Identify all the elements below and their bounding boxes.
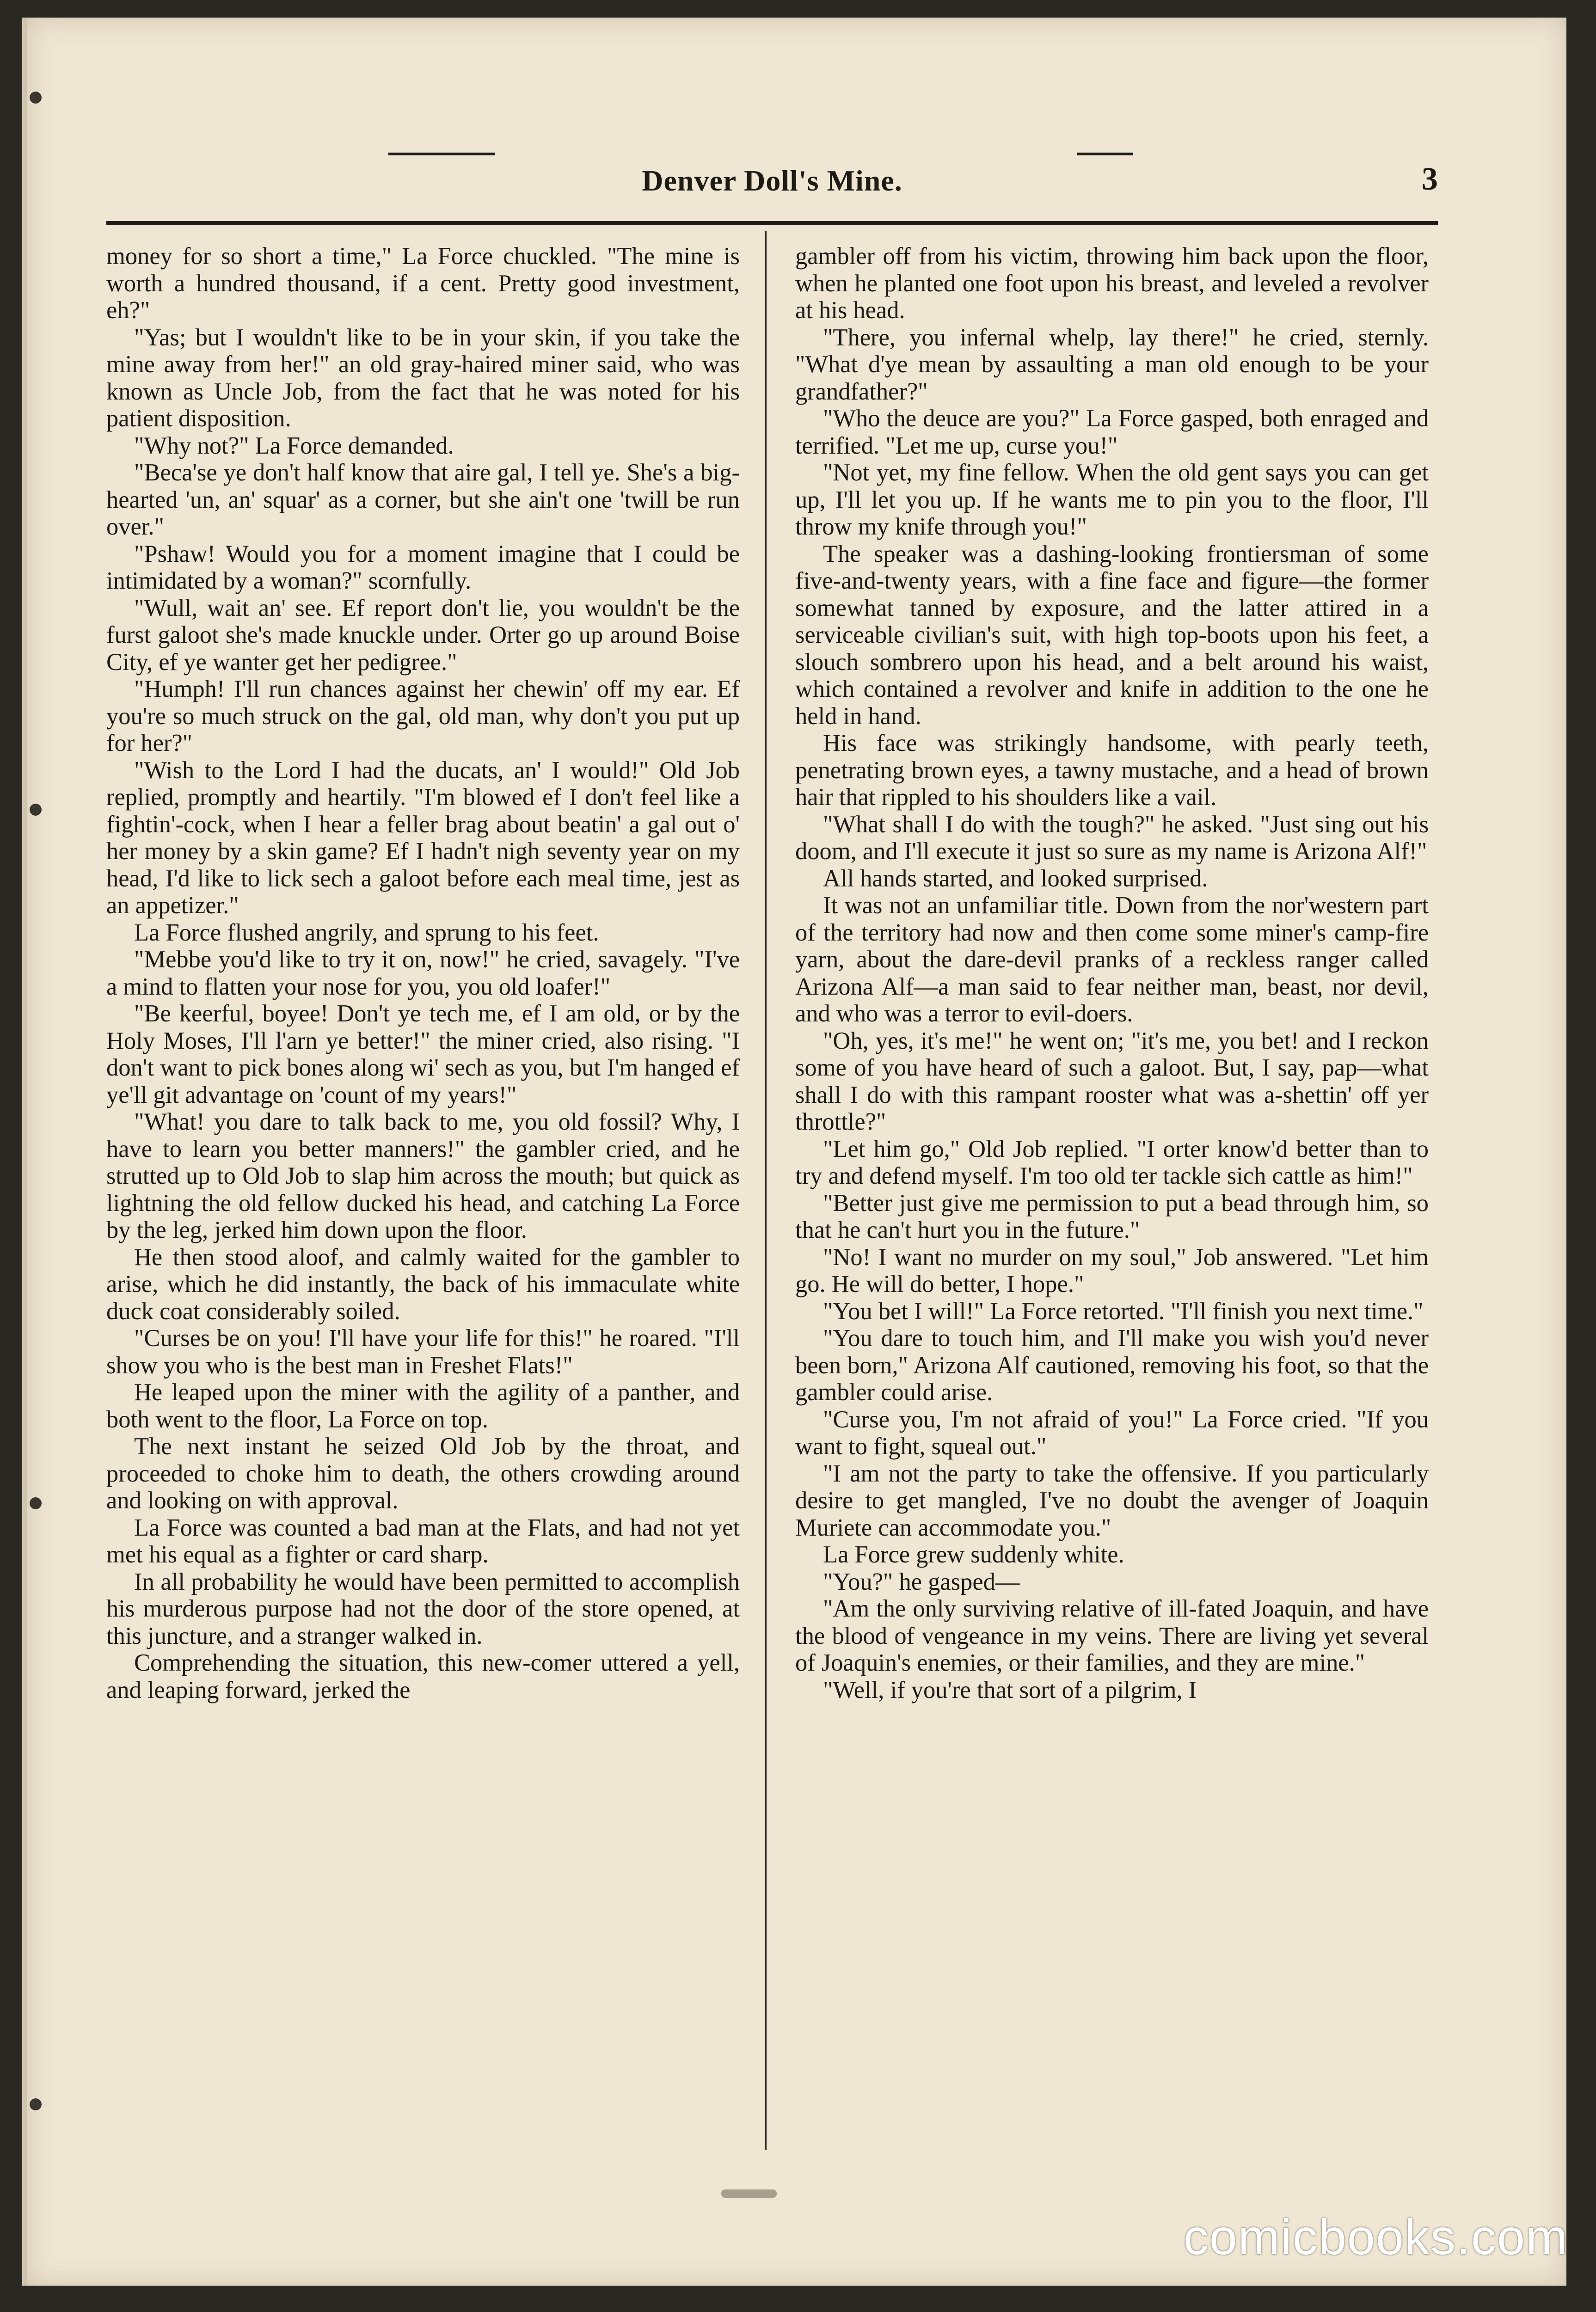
paragraph: In all probability he would have been permitted to accomplish his murderous purpose had not the door of the store opened, at this juncture, and a stranger walked in. (106, 1568, 740, 1649)
paragraph: "Curse you, I'm not afraid of you!" La Force cried. "If you want to fight, squeal out." (795, 1406, 1429, 1460)
paragraph: "What shall I do with the tough?" he asked. "Just sing out his doom, and I'll execute it just so sure as my name is Arizona Alf!" (795, 811, 1429, 865)
header-rule (106, 221, 1438, 225)
paragraph: "Beca'se ye don't half know that aire gal, I tell ye. She's a big-hearted 'un, an' squar' as a corner, but she ain't one 'twill be run over." (106, 459, 740, 540)
paragraph: money for so short a time," La Force chuckled. "The mine is worth a hundred thousand, if a cent. Pretty good investment, eh?" (106, 243, 740, 324)
paragraph: He then stood aloof, and calmly waited for the gambler to arise, which he did instantly, the back of his immaculate white duck coat considerably soiled. (106, 1243, 740, 1325)
paragraph: gambler off from his victim, throwing him back upon the floor, when he planted one foot upon his breast, and leveled a revolver at his head. (795, 243, 1429, 324)
paragraph: "Oh, yes, it's me!" he went on; "it's me, you bet! and I reckon some of you have heard of such a galoot. But, I say, pap—what shall I do with this rampant rooster what was a-shettin' off yer throttle?" (795, 1027, 1429, 1135)
paragraph: It was not an unfamiliar title. Down from the nor'western part of the territory had now and then come some miner's camp-fire yarn, about the dare-devil pranks of a reckless ranger called Arizona Alf—a man said to fear neither man, beast, nor devil, and who was a terror to evil-doers. (795, 892, 1429, 1027)
paragraph: All hands started, and looked surprised. (823, 865, 1208, 892)
paragraph: "Yas; but I wouldn't like to be in your skin, if you take the mine away from her!" an old gray-haired miner said, who was known as Uncle Job, from the fact that he was noted for his patient disposition. (106, 324, 740, 432)
paragraph: "Mebbe you'd like to try it on, now!" he cried, savagely. "I've a mind to flatten your nose for you, you old loafer!" (106, 946, 740, 1000)
paragraph: "You bet I will!" La Force retorted. "I'll finish you next time." (823, 1297, 1424, 1325)
paragraph: La Force flushed angrily, and sprung to his feet. (134, 919, 599, 946)
paragraph: "Wull, wait an' see. Ef report don't lie, you wouldn't be the furst galoot she's made knuckle under. Orter go up around Boise City, ef ye wanter get her pedigree." (106, 594, 740, 676)
paragraph: His face was strikingly handsome, with pearly teeth, penetrating brown eyes, a tawny mustache, and a head of brown hair that rippled to his shoulders like a vail. (795, 730, 1429, 811)
paragraph: The speaker was a dashing-looking frontiersman of some five-and-twenty years, with a fine face and figure—the former somewhat tanned by exposure, and the latter attired in a serviceable civilian's suit, with high top-boots upon his feet, a slouch sombrero upon his head, and a belt around his waist, which contained a revolver and knife in addition to the one he held in hand. (795, 540, 1429, 730)
paragraph: He leaped upon the miner with the agility of a panther, and both went to the floor, La Force on top. (106, 1379, 740, 1433)
paragraph: "What! you dare to talk back to me, you old fossil? Why, I have to learn you better manners!" the gambler cried, and he strutted up to Old Job to slap him across the mouth; but quick as lightning the old fellow ducked his head, and catching La Force by the leg, jerked him down upon the floor. (106, 1108, 740, 1243)
paragraph: "Wish to the Lord I had the ducats, an' I would!" Old Job replied, promptly and heartily. "I'm blowed ef I don't feel like a fightin'-cock, when I hear a feller brag about beatin' a gal out o' her money by a skin game? Ef I hadn't nigh seventy year on my head, I'd like to lick sech a galoot before each meal time, jest as an appetizer." (106, 756, 740, 919)
paragraph: "Not yet, my fine fellow. When the old gent says you can get up, I'll let you up. If he wants me to pin you to the floor, I'll throw my knife through you!" (795, 459, 1429, 540)
paragraph: "Curses be on you! I'll have your life for this!" he roared. "I'll show you who is the best man in Freshet Flats!" (106, 1325, 740, 1379)
paragraph: "Better just give me permission to put a bead through him, so that he can't hurt you in the future." (795, 1189, 1429, 1243)
running-title: Denver Doll's Mine. (642, 164, 902, 197)
page-number: 3 (1422, 161, 1438, 197)
header-ornament-left (388, 153, 495, 155)
paragraph: Comprehending the situation, this new-comer uttered a yell, and leaping forward, jerked the (106, 1649, 740, 1703)
paragraph: "Let him go," Old Job replied. "I orter know'd better than to try and defend myself. I'm too old ter tackle sich cattle as him!" (795, 1135, 1429, 1189)
paragraph: La Force was counted a bad man at the Flats, and had not yet met his equal as a fighter or card sharp. (106, 1514, 740, 1568)
binding-hole (30, 92, 42, 104)
paragraph: La Force grew suddenly white. (823, 1541, 1124, 1568)
binding-hole (30, 1497, 42, 1509)
page-header (106, 157, 1438, 208)
paragraph: "You dare to touch him, and I'll make you wish you'd never been born," Arizona Alf cautioned, removing his foot, so that the gambler could arise. (795, 1325, 1429, 1406)
paragraph: The next instant he seized Old Job by the throat, and proceeded to choke him to death, the others crowding around and looking on with approval. (106, 1433, 740, 1514)
paragraph: "Am the only surviving relative of ill-fated Joaquin, and have the blood of vengeance in my veins. There are living yet several of Joaquin's enemies, or their families, and they are mine." (795, 1595, 1429, 1676)
paragraph: "There, you infernal whelp, lay there!" he cried, sternly. "What d'ye mean by assaulting a man old enough to be your grandfather?" (795, 324, 1429, 405)
paragraph: "Who the deuce are you?" La Force gasped, both enraged and terrified. "Let me up, curse you!" (795, 405, 1429, 459)
text-column-right (795, 243, 1429, 2148)
header-ornament-right (1077, 153, 1133, 155)
watermark: comicbooks.com (1183, 2209, 1568, 2265)
paragraph: "You?" he gasped— (823, 1568, 1020, 1595)
column-divider (765, 231, 767, 2150)
paragraph: "I am not the party to take the offensive. If you particularly desire to get mangled, I've no doubt the avenger of Joaquin Muriete can accommodate you." (795, 1460, 1429, 1541)
binding-hole (30, 804, 42, 816)
paragraph: "Well, if you're that sort of a pilgrim, I (823, 1676, 1197, 1703)
paragraph: "Be keerful, boyee! Don't ye tech me, ef I am old, or by the Holy Moses, I'll l'arn ye better!" the miner cried, also rising. "I don't want to pick bones along wi' sech as you, but I'm hanged ef ye'll git advantage on 'count of my years!" (106, 1000, 740, 1108)
paragraph: "Pshaw! Would you for a moment imagine that I could be intimidated by a woman?" scornfully. (106, 540, 740, 594)
text-column-left (106, 243, 740, 2148)
footer-ornament (721, 2189, 777, 2198)
paragraph: "Humph! I'll run chances against her chewin' off my ear. Ef you're so much struck on the gal, old man, why don't you put up for her?" (106, 676, 740, 756)
binding-hole (30, 2098, 42, 2110)
paragraph: "No! I want no murder on my soul," Job answered. "Let him go. He will do better, I hope." (795, 1243, 1429, 1297)
paragraph: "Why not?" La Force demanded. (134, 432, 454, 459)
